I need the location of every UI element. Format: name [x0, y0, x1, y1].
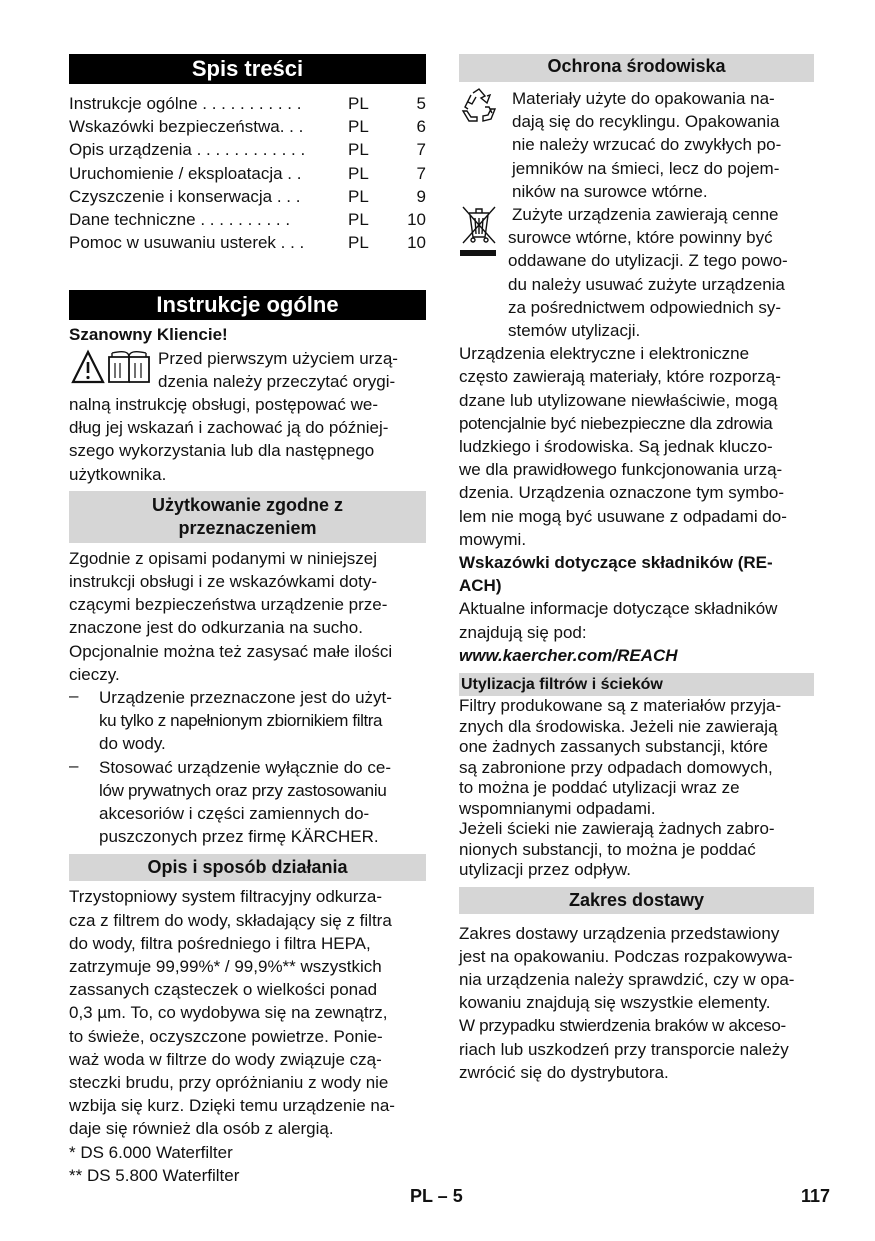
- toc-title: Dane techniczne . . . . . . . . . .: [69, 209, 291, 229]
- toc-row[interactable]: [69, 162, 426, 185]
- toc-row[interactable]: [69, 231, 426, 254]
- body-line: Materiały użyte do opakowania na-: [512, 89, 775, 108]
- body-line: nionych substancji, to można je poddać: [459, 839, 756, 859]
- toc-title: Wskazówki bezpieczeństwa. . .: [69, 117, 304, 137]
- body-line: Opcjonalnie można też zasysać małe ilości: [69, 641, 393, 661]
- body-line: ludzkiego i środowiska. Są jednak kluczo-: [459, 437, 773, 457]
- reach-link[interactable]: www.kaercher.com/REACH: [459, 645, 678, 665]
- page-number: 117: [801, 1186, 831, 1206]
- intro-line: dług jej wskazań i zachować ją do później-: [69, 418, 389, 438]
- environment-heading: Ochrona środowiska: [459, 54, 814, 82]
- delivery-heading: Zakres dostawy: [459, 887, 814, 914]
- body-line: dają się do recyklingu. Opakowania: [512, 112, 780, 132]
- bullet-line: akcesoriów i części zamiennych do-: [99, 803, 370, 823]
- body-line: potencjalnie być niebezpieczne dla zdrowia: [459, 413, 773, 433]
- body-line: W przypadku stwierdzenia braków w akceso-: [459, 1016, 786, 1036]
- body-line: du należy usuwać zużyte urządzenia: [508, 274, 785, 294]
- toc-row[interactable]: [69, 138, 426, 161]
- body-line: cieczy.: [69, 664, 120, 684]
- body-line: Zgodnie z opisami podanymi w niniejszej: [69, 548, 378, 568]
- toc-lang: PL: [348, 117, 369, 137]
- toc-row[interactable]: [69, 92, 426, 115]
- toc-page: 10: [407, 209, 426, 229]
- body-line: czącymi bezpieczeństwa urządzenie prze-: [69, 595, 388, 615]
- reach-heading: ACH): [459, 576, 502, 596]
- intro-line: nalną instrukcję obsługi, postępować we-: [69, 394, 379, 414]
- body-line: Aktualne informacje dotyczące składników: [459, 599, 778, 619]
- body-line: nia urządzenia należy sprawdzić, czy w opa-: [459, 969, 795, 989]
- body-line: do wody, filtra pośredniego i filtra HEPA,: [69, 933, 371, 953]
- bullet-dash: –: [69, 685, 79, 705]
- list-item: [69, 756, 426, 849]
- body-line: Filtry produkowane są z materiałów przyja-: [459, 696, 782, 716]
- filters-heading: Utylizacja filtrów i ścieków: [459, 673, 814, 696]
- footnote: ** DS 5.800 Waterfilter: [69, 1165, 240, 1185]
- body-line: dzane lub utylizowane niewłaściwie, mogą: [459, 390, 778, 410]
- body-line: kowaniu znajdują się wszystkie elementy.: [459, 993, 771, 1013]
- general-heading: Instrukcje ogólne: [69, 290, 426, 320]
- toc-lang: PL: [348, 94, 369, 113]
- list-item: [69, 686, 426, 756]
- body-line: oddawane do utylizacji. Z tego powo-: [508, 251, 788, 271]
- toc-page: 5: [416, 94, 426, 113]
- body-line: jemników na śmieci, lecz do pojem-: [512, 158, 780, 178]
- intro-line: Przed pierwszym użyciem urzą-: [158, 348, 398, 368]
- body-line: Trzystopniowy system filtracyjny odkurza-: [69, 887, 383, 907]
- body-line: surowce wtórne, które powinny być: [508, 228, 773, 248]
- toc-page: 7: [416, 140, 426, 160]
- left-column: [69, 54, 426, 1187]
- function-heading: Opis i sposób działania: [69, 854, 426, 881]
- reach-heading: Wskazówki dotyczące składników (RE-: [459, 553, 773, 573]
- body-line: utylizacji przez odpływ.: [459, 860, 631, 880]
- intro-with-icons: [69, 347, 426, 393]
- toc-lang: PL: [348, 233, 369, 253]
- table-of-contents: [69, 92, 426, 254]
- disposal-block: [459, 203, 814, 342]
- body-line: one żadnych zassanych substancji, które: [459, 737, 769, 757]
- toc-page: 6: [416, 117, 426, 137]
- toc-page: 10: [407, 233, 426, 253]
- body-line: riach lub uszkodzeń przy transporcie należy: [459, 1039, 789, 1059]
- body-line: są zabronione przy odpadach domowych,: [459, 757, 773, 777]
- bullet-dash: –: [69, 755, 79, 775]
- body-line: 0,3 µm. To, co wydobywa się na zewnątrz,: [69, 1003, 388, 1023]
- bullet-line: ku tylko z napełnionym zbiornikiem filtra: [99, 711, 383, 731]
- body-line: zwrócić się do dystrybutora.: [459, 1062, 669, 1082]
- toc-title: Czyszczenie i konserwacja . . .: [69, 186, 301, 206]
- salutation: Szanowny Kliencie!: [69, 325, 228, 345]
- toc-lang: PL: [348, 209, 369, 229]
- body-line: Zakres dostawy urządzenia przedstawiony: [459, 923, 780, 943]
- toc-lang: PL: [348, 163, 369, 183]
- crossed-bin-icon: [459, 203, 499, 268]
- intro-line: dzenia należy przeczytać orygi-: [158, 371, 396, 391]
- body-line: instrukcji obsługi i ze wskazówkami doty-: [69, 571, 377, 591]
- body-line: zassanych cząsteczek o wielkości ponad: [69, 980, 378, 1000]
- body-line: Urządzenia elektryczne i elektroniczne: [459, 344, 750, 364]
- right-column: [459, 54, 814, 1084]
- body-line: lem nie mogą być usuwane z odpadami do-: [459, 506, 787, 526]
- body-line: jest na opakowaniu. Podczas rozpakowywa-: [459, 946, 793, 966]
- body-line: ników na surowce wtórne.: [512, 181, 708, 201]
- toc-heading: Spis treści: [69, 54, 426, 84]
- warning-manual-icon: [71, 349, 153, 392]
- toc-row[interactable]: [69, 185, 426, 208]
- body-line: często zawierają materiały, które rozporzą-: [459, 367, 781, 387]
- body-line: znaczone jest do odkurzania na sucho.: [69, 618, 363, 638]
- bullet-line: puszczonych przez firmę KÄRCHER.: [99, 827, 379, 847]
- body-line: dzenia. Urządzenia oznaczone tym symbo-: [459, 483, 785, 503]
- body-line: znych dla środowiska. Jeżeli nie zawierają: [459, 716, 778, 736]
- toc-lang: PL: [348, 186, 369, 206]
- body-line: steczki brudu, przy opróżnianiu z wody nie: [69, 1073, 389, 1092]
- recycling-icon: [459, 87, 499, 132]
- toc-row[interactable]: [69, 208, 426, 231]
- body-line: nie należy wrzucać do zwykłych po-: [512, 135, 782, 155]
- toc-lang: PL: [348, 140, 369, 160]
- toc-title: Uruchomienie / eksploatacja . .: [69, 163, 302, 183]
- bullet-line: Urządzenie przeznaczone jest do użyt-: [99, 687, 392, 707]
- body-line: waż woda w filtrze do wody związuje czą-: [69, 1049, 382, 1069]
- body-line: Jeżeli ścieki nie zawierają żadnych zabro-: [459, 819, 775, 839]
- body-line: wzbija się kurz. Dzięki temu urządzenie na-: [69, 1096, 395, 1116]
- toc-title: Opis urządzenia . . . . . . . . . . . .: [69, 140, 306, 160]
- footer-section: PL – 5: [410, 1186, 463, 1206]
- body-line: to można je poddać utylizacji wraz ze: [459, 778, 740, 798]
- packaging-block: [459, 87, 814, 203]
- body-line: cza z filtrem do wody, składający się z filtra: [69, 910, 392, 930]
- footnote: * DS 6.000 Waterfilter: [69, 1142, 233, 1162]
- body-line: stemów utylizacji.: [508, 321, 641, 341]
- heading-line: przeznaczeniem: [178, 517, 317, 538]
- toc-title: Pomoc w usuwaniu usterek . . .: [69, 233, 305, 253]
- body-line: znajdują się pod:: [459, 622, 587, 642]
- intro-line: użytkownika.: [69, 464, 167, 484]
- bullet-line: Stosować urządzenie wyłącznie do ce-: [99, 757, 391, 777]
- body-line: Zużyte urządzenia zawierają cenne: [512, 205, 779, 225]
- body-line: wspomnianymi odpadami.: [459, 798, 656, 818]
- toc-title: Instrukcje ogólne . . . . . . . . . . .: [69, 94, 302, 113]
- toc-row[interactable]: [69, 115, 426, 138]
- body-line: to świeże, oczyszczone powietrze. Ponie-: [69, 1026, 383, 1046]
- bullet-line: do wody.: [99, 734, 166, 754]
- toc-page: 7: [416, 163, 426, 183]
- intended-use-heading: [69, 491, 426, 543]
- body-line: we dla prawidłowego funkcjonowania urzą-: [459, 460, 783, 480]
- bullet-line: lów prywatnych oraz przy zastosowaniu: [99, 780, 387, 800]
- body-line: mowymi.: [459, 529, 527, 549]
- intro-line: szego wykorzystania lub dla następnego: [69, 441, 375, 461]
- body-line: za pośrednictwem odpowiednich sy-: [508, 297, 782, 317]
- body-line: daje się również dla osób z alergią.: [69, 1119, 334, 1139]
- toc-page: 9: [416, 186, 426, 206]
- body-line: zatrzymuje 99,99%* / 99,9%** wszystkich: [69, 956, 382, 976]
- heading-line: Użytkowanie zgodne z: [151, 494, 344, 515]
